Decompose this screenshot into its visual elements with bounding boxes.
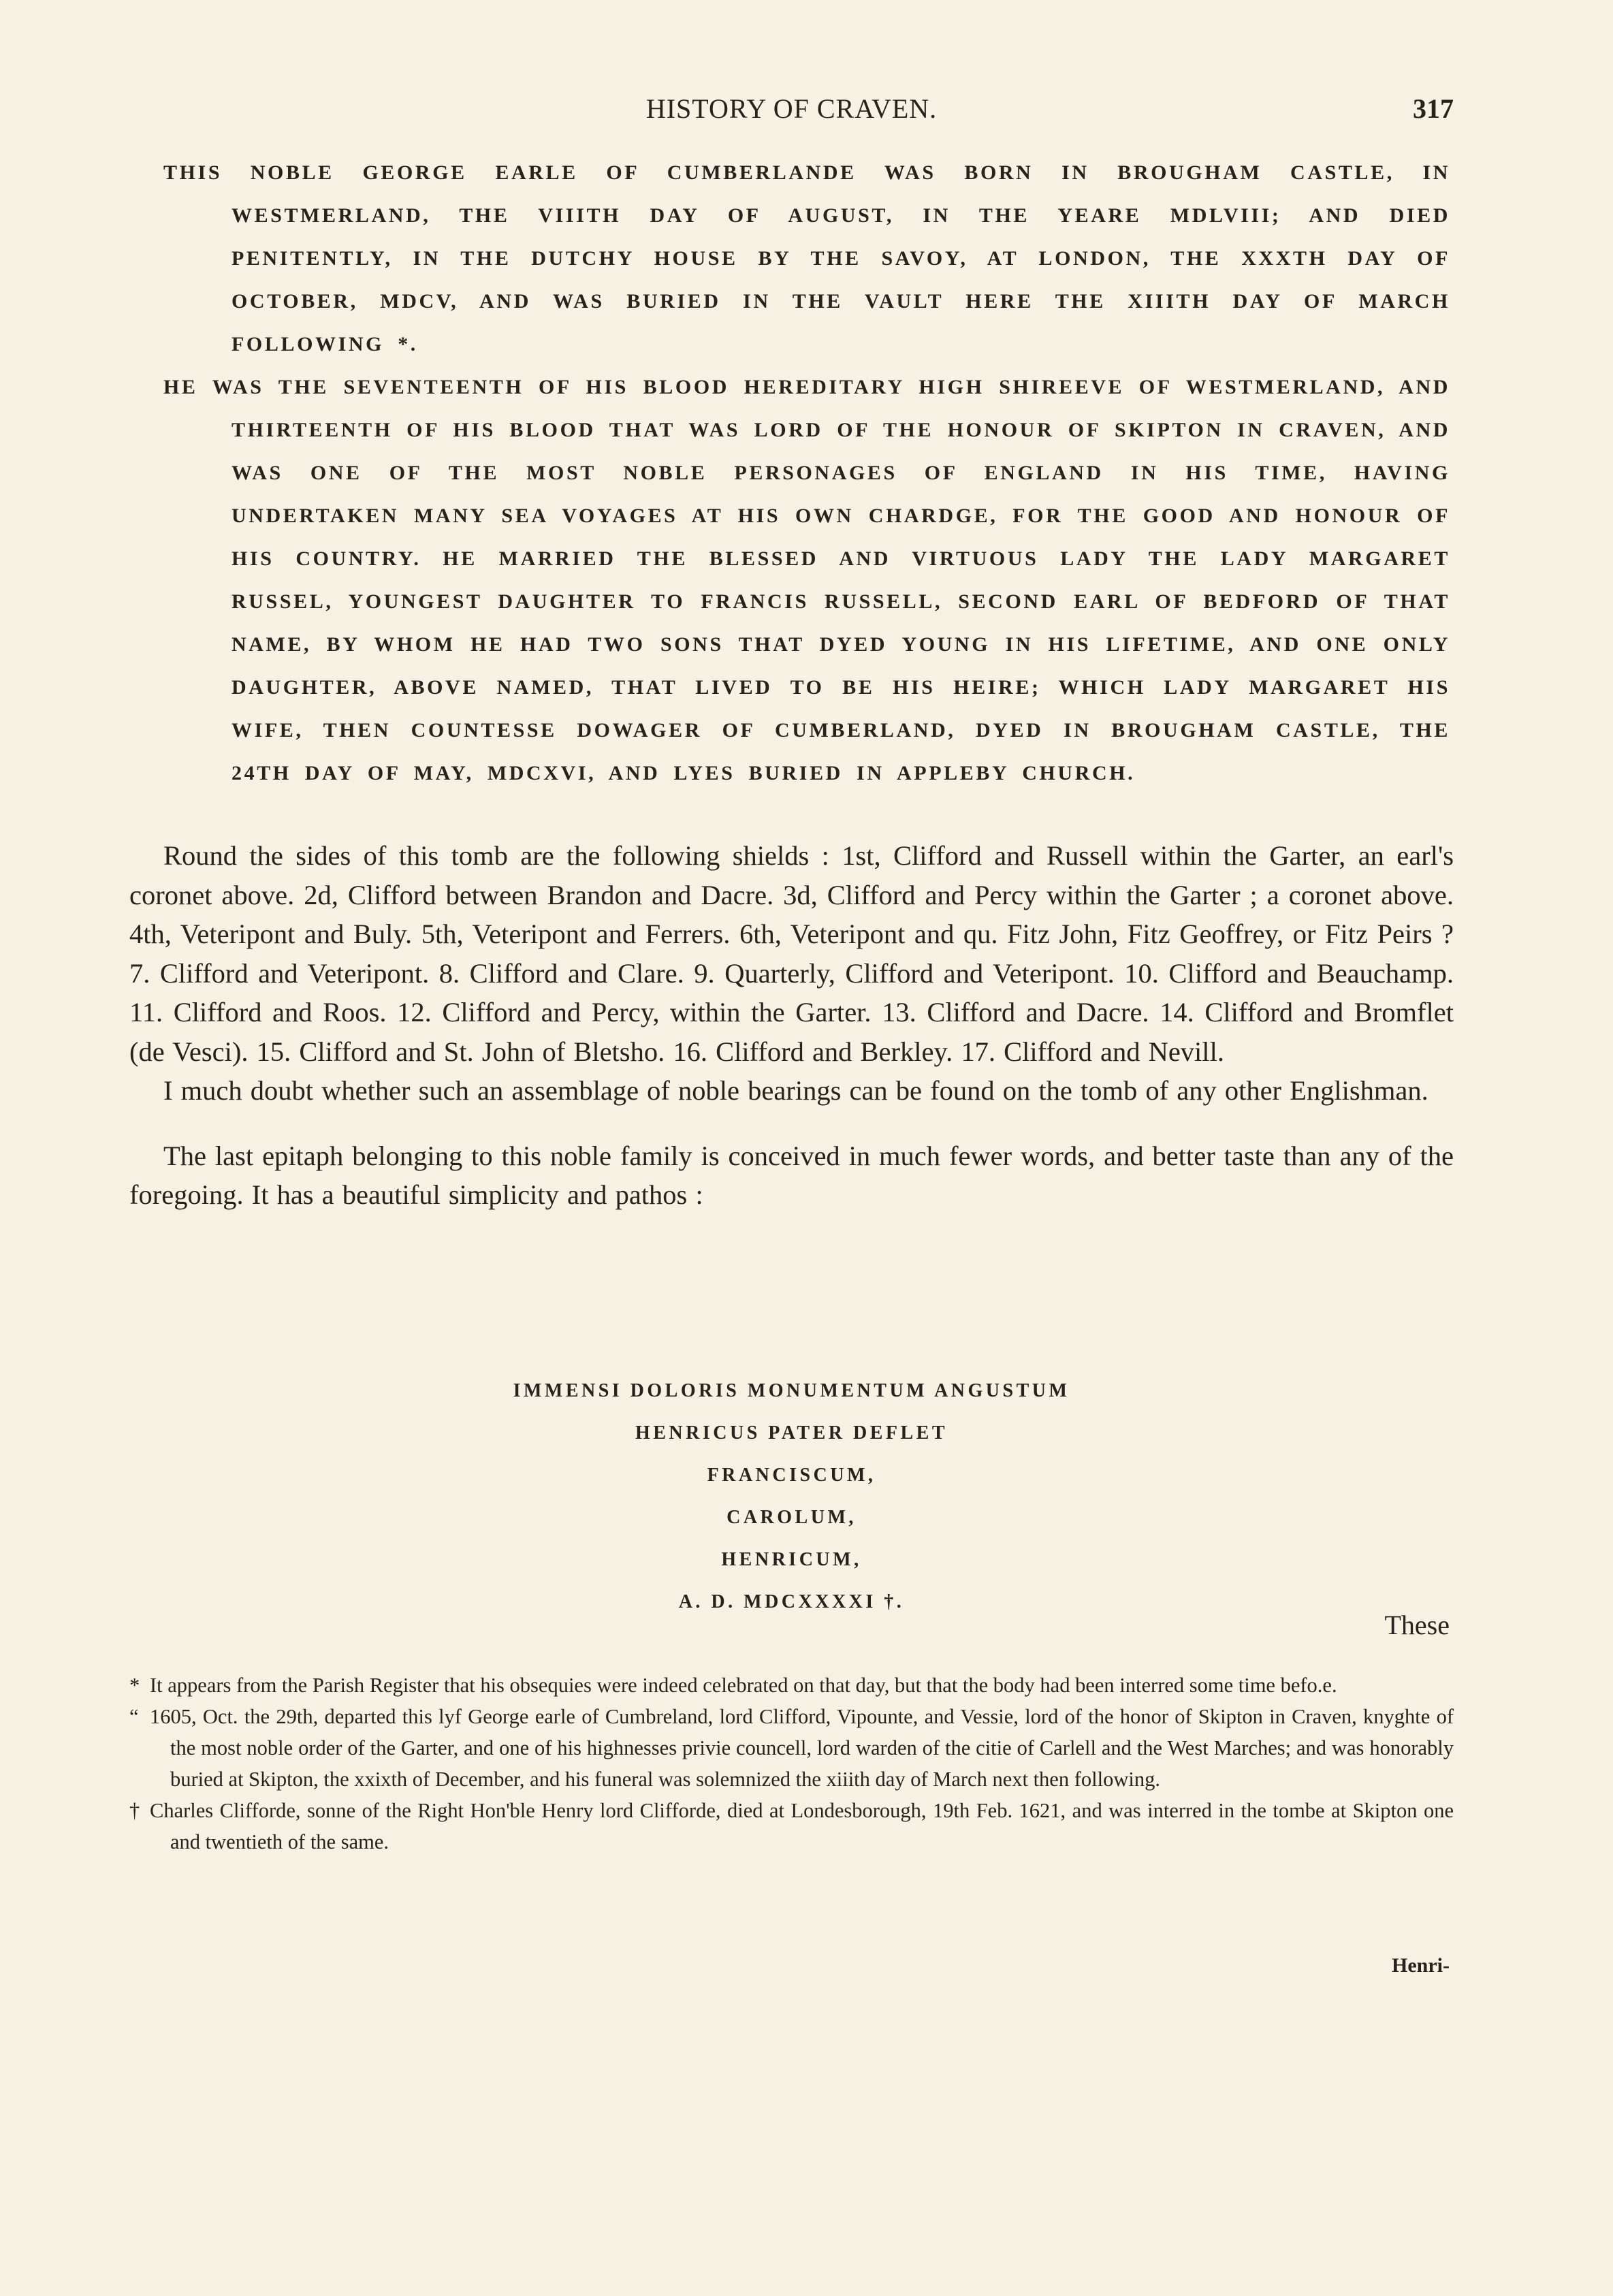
footnotes	[129, 1670, 1454, 1857]
footnote	[129, 1670, 1454, 1701]
footnote-mark: †	[129, 1799, 140, 1822]
epitaph-line: IMMENSI DOLORIS MONUMENTUM ANGUSTUM	[513, 1380, 1070, 1401]
running-head	[129, 89, 1454, 129]
inscription-block	[163, 151, 1450, 795]
footer-catchword: Henri-	[1392, 1954, 1450, 1977]
epitaph-line: HENRICUS PATER DEFLET	[635, 1422, 948, 1444]
running-title: HISTORY OF CRAVEN.	[645, 93, 938, 124]
body-paragraph: The last epitaph belonging to this noble family is conceived in much fewer words, and better taste than any of the foregoing. It has a beautiful simplicity and pathos :	[129, 1140, 1454, 1210]
page-number: 317	[1413, 93, 1454, 124]
footnote	[129, 1795, 1454, 1857]
epitaph-line: A. D. MDCXXXXI †.	[678, 1591, 905, 1612]
body-text	[129, 836, 1454, 1215]
epitaph-block	[129, 1370, 1454, 1623]
catchword: These	[1384, 1610, 1450, 1640]
body-paragraph: I much doubt whether such an assemblage of noble bearings can be found on the tomb of any other Englishman.	[163, 1075, 1428, 1106]
footnote	[129, 1701, 1454, 1795]
inscription-paragraph: THIS NOBLE GEORGE EARLE OF CUMBERLANDE WAS BORN IN BROUGHAM CASTLE, IN WESTMERLAND, THE VIIITH DAY OF AUGUST, IN THE YEARE MDLVIII; AND DIED PENITENTLY, IN THE DUTCHY HOUSE BY THE SAVOY, AT LONDON, THE XXXTH DAY OF OCTOBER, MDCV, AND WAS BURIED IN THE VAULT HERE THE XIIITH DAY OF MARCH FOLLOWING *.	[163, 161, 1450, 355]
footnote-text: It appears from the Parish Register that his obsequies were indeed celebrated on that day, but that the body had been interred some time befo.e.	[150, 1674, 1337, 1697]
epitaph-line: CAROLUM,	[726, 1507, 857, 1528]
epitaph-line: FRANCISCUM,	[707, 1465, 876, 1486]
footnote-mark: “	[129, 1705, 139, 1728]
body-paragraph: Round the sides of this tomb are the following shields : 1st, Clifford and Russell within the Garter, an earl's coronet above. 2d, Clifford between Brandon and Dacre. 3d, Clifford and Percy within the Garter ; a coronet above. 4th, Veteripont and Buly. 5th, Veteripont and Ferrers. 6th, Veteripont and qu. Fitz John, Fitz Geoffrey, or Fitz Peirs ? 7. Clifford and Veteripont. 8. Clifford and Clare. 9. Quarterly, Clifford and Veteripont. 10. Clifford and Beauchamp. 11. Clifford and Roos. 12. Clifford and Percy, within the Garter. 13. Clifford and Dacre. 14. Clifford and Bromflet (de Vesci). 15. Clifford and St. John of Bletsho. 16. Clifford and Berkley. 17. Clifford and Nevill.	[129, 840, 1454, 1067]
footnote-text: 1605, Oct. the 29th, departed this lyf George earle of Cumbreland, lord Clifford, Vipounte, and Vessie, lord of the honor of Skipton in Craven, knyghte of the most noble order of the Garter, and one of his highnesses privie councell, lord warden of the citie of Carlell and the West Marches; and was honorably buried at Skipton, the xxixth of December, and his funeral was solemnized the xiiith day of March next then following.	[150, 1705, 1454, 1791]
inscription-paragraph: HE WAS THE SEVENTEENTH OF HIS BLOOD HEREDITARY HIGH SHIREEVE OF WESTMERLAND, AND THIRTEENTH OF HIS BLOOD THAT WAS LORD OF THE HONOUR OF SKIPTON IN CRAVEN, AND WAS ONE OF THE MOST NOBLE PERSONAGES OF ENGLAND IN HIS TIME, HAVING UNDERTAKEN MANY SEA VOYAGES AT HIS OWN CHARDGE, FOR THE GOOD AND HONOUR OF HIS COUNTRY. HE MARRIED THE BLESSED AND VIRTUOUS LADY THE LADY MARGARET RUSSEL, YOUNGEST DAUGHTER TO FRANCIS RUSSELL, SECOND EARL OF BEDFORD OF THAT NAME, BY WHOM HE HAD TWO SONS THAT DYED YOUNG IN HIS LIFETIME, AND ONE ONLY DAUGHTER, ABOVE NAMED, THAT LIVED TO BE HIS HEIRE; WHICH LADY MARGARET HIS WIFE, THEN COUNTESSE DOWAGER OF CUMBERLAND, DYED IN BROUGHAM CASTLE, THE 24TH DAY OF MAY, MDCXVI, AND LYES BURIED IN APPLEBY CHURCH.	[163, 376, 1450, 784]
epitaph-line: HENRICUM,	[721, 1549, 862, 1570]
footnote-mark: *	[129, 1674, 140, 1697]
footnote-text: Charles Cliffordе, sonne of the Right Hon'ble Henry lord Cliffordе, died at Londesborough, 19th Feb. 1621, and was interred in the tombe at Skipton one and twentieth of the same.	[150, 1799, 1454, 1853]
